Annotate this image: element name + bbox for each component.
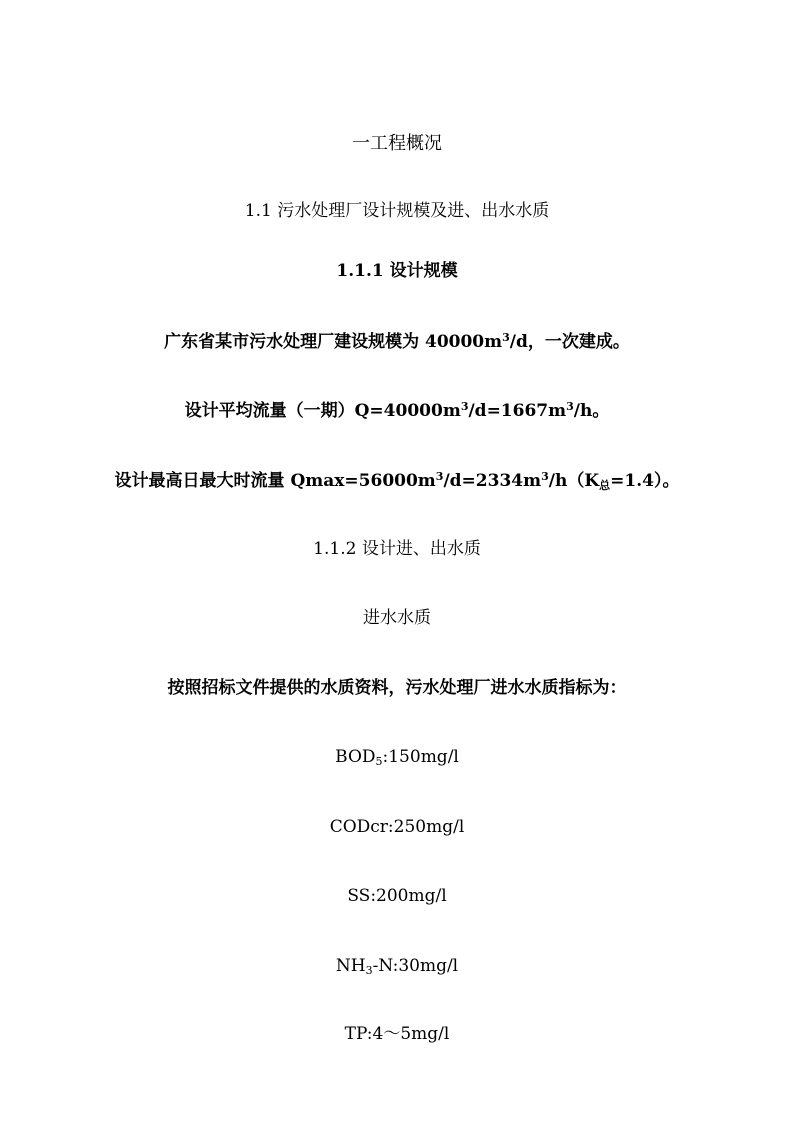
max-flow-text-c: /h（K: [548, 471, 600, 491]
scale-statement: [0, 331, 794, 353]
max-flow-subscript: 总: [599, 479, 611, 492]
section-heading-1-1: 1.1 污水处理厂设计规模及进、出水水质: [244, 201, 550, 221]
nh3-value: -N:30mg/l: [372, 956, 459, 976]
scale-statement-exponent: 3: [502, 331, 510, 344]
influent-cod: CODcr:250mg/l: [329, 817, 465, 837]
influent-nh3: [0, 955, 794, 977]
section-heading-1-1-1: 1.1.1 设计规模: [336, 261, 458, 281]
average-flow-exponent-1: 3: [460, 400, 469, 413]
nh3-subscript: 3: [365, 964, 373, 977]
influent-ss: SS:200mg/l: [347, 886, 447, 906]
max-flow-statement: [0, 470, 794, 492]
bod-label: BOD: [335, 747, 376, 767]
max-flow-text-b: /d=2334m: [443, 471, 542, 491]
max-flow-text-d: =1.4）。: [610, 471, 680, 491]
scale-statement-text-end: /d，一次建成。: [509, 332, 630, 352]
section-heading-1-1-2: 1.1.2 设计进、出水质: [313, 539, 481, 559]
max-flow-exponent-2: 3: [541, 470, 549, 483]
bod-value: :150mg/l: [382, 747, 459, 767]
max-flow-exponent-1: 3: [435, 470, 444, 483]
average-flow-text-b: /d=1667m: [468, 401, 567, 421]
influent-heading: 进水水质: [363, 608, 431, 628]
nh3-label: NH: [335, 956, 366, 976]
average-flow-exponent-2: 3: [566, 400, 574, 413]
bod-subscript: 5: [375, 755, 383, 768]
max-flow-text-a: 设计最高日最大时流量 Qmax=56000m: [114, 471, 436, 491]
influent-intro: 按照招标文件提供的水质资料，污水处理厂进水水质指标为：: [167, 678, 627, 698]
average-flow-text-a: 设计平均流量（一期）Q=40000m: [184, 401, 461, 421]
influent-bod: [0, 746, 794, 768]
document-title: 一工程概况: [352, 133, 442, 154]
scale-statement-text: 广东省某市污水处理厂建设规模为 40000m: [164, 332, 503, 352]
influent-tp: TP:4～5mg/l: [344, 1024, 450, 1044]
average-flow-statement: [0, 400, 794, 422]
average-flow-text-c: /h。: [573, 401, 610, 421]
